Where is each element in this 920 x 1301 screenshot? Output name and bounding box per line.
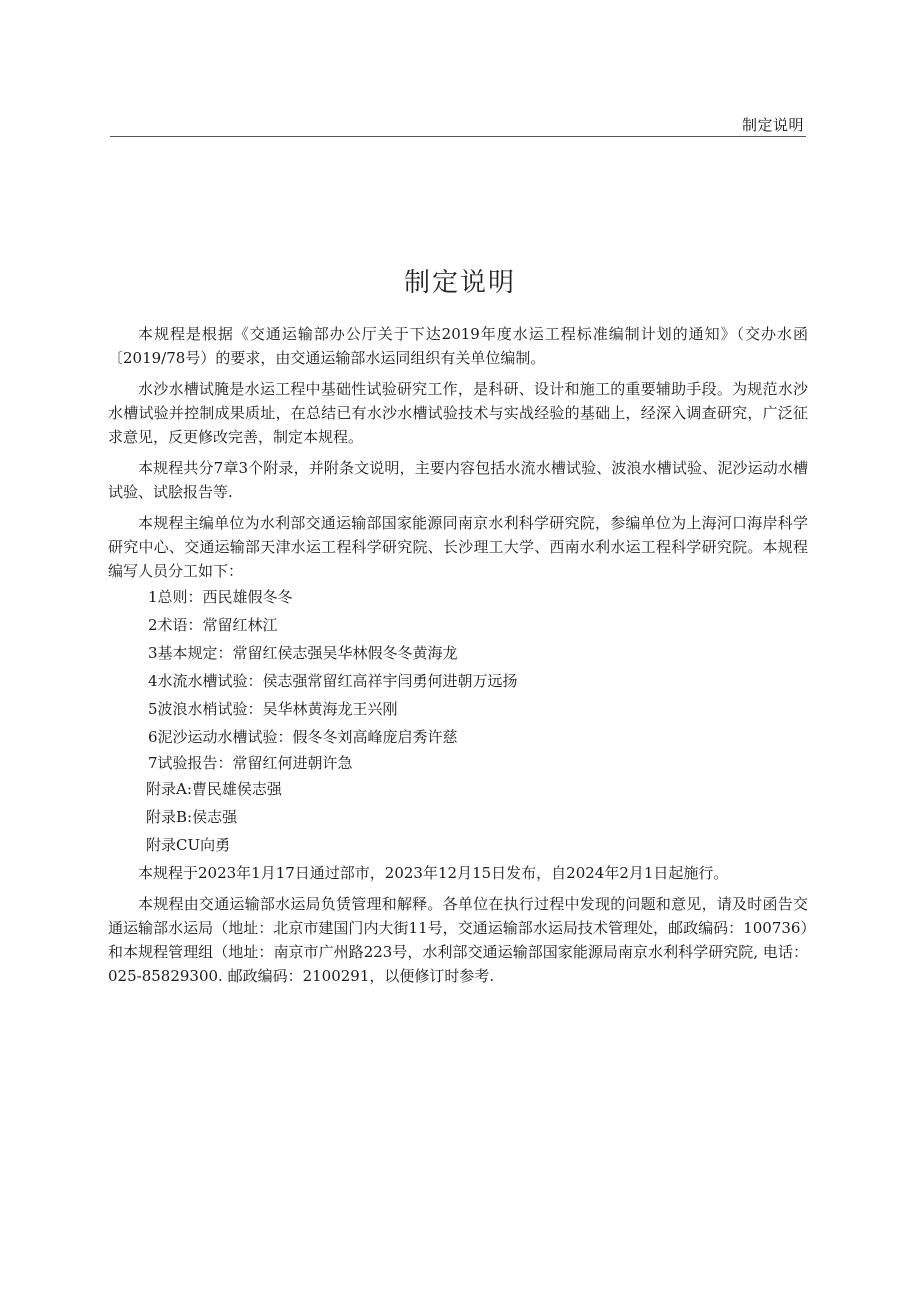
author-list-item: 7试验报告：常留红何进朝许急 <box>148 754 353 772</box>
paragraph-management: 本规程由交通运输部水运局负赁管理和解释。各单位在执行过程中发现的问题和意见，请及时函告交通运输部水运局（地址：北京市建国门内大街11号，交通运输部水运局技术管理处，邮政编码：100736）和本规程管理组（地址：南京市广州路223号，水利部交通运输部国家能源局南京水利科学研究院, 电话：025-85829300. 邮政编码：2100291，以便修订时参考. <box>108 895 808 985</box>
author-list-item: 5波浪水梢试验：吴华林黄海龙王兴刚 <box>148 700 398 718</box>
document-body <box>108 322 808 995</box>
running-header <box>110 108 806 137</box>
author-list-item: 2术语：常留红林江 <box>148 616 278 634</box>
appendix-list-item: 附录A:曹民雄侯志强 <box>146 780 282 798</box>
author-list-item: 6泥沙运动水槽试验：假冬冬刘高峰庞启秀许慈 <box>148 728 458 746</box>
document-title: 制定说明 <box>403 268 516 298</box>
appendix-list-item: 附录B:侯志强 <box>146 808 238 826</box>
running-header-title: 制定说明 <box>741 116 804 134</box>
author-list-item: 1总则：西民雄假冬冬 <box>148 588 293 606</box>
paragraph-basis: 本规程是根据《交通运输部办公厅关于下达2019年度水运工程标准编制计划的通知》（交办水函〔2019/78号）的要求，由交通运输部水运同组织有关单位编制。 <box>108 325 808 367</box>
author-list <box>108 583 808 775</box>
paragraph-scope: 本规程共分7章3个附录，并附条文说明，主要内容包括水流水槽试验、波浪水槽试验、泥沙运动水槽试验、试脍报告等. <box>108 459 808 501</box>
appendix-list-item: 附录CU向勇 <box>146 836 231 854</box>
author-list-item: 3基本规定：常留红侯志强吴华林假冬冬黄海龙 <box>148 644 458 662</box>
author-list-item: 4水流水槽试验：侯志强常留红高祥宇闫勇何进朝万远扬 <box>148 672 518 690</box>
paragraph-purpose: 水沙水槽试腌是水运工程中基础性试验研究工作，是科研、设计和施工的重要辅助手段。为规范水沙水槽试验并控制成果质址，在总结已有水沙水槽试验技术与实战经验的基础上，经深入调查研究，广泛征求意见，反更修改完善，制定本规程。 <box>108 380 808 446</box>
paragraph-dates: 本规程于2023年1月17日通过部市，2023年12月15日发布，自2024年2月1日起施行。 <box>138 864 729 882</box>
appendix-list <box>108 775 808 859</box>
paragraph-editors: 本规程主编单位为水利部交通运输部国家能源同南京水利科学研究院，参编单位为上海河口海岸科学研究中心、交通运输部天津水运工程科学研究院、长沙理工大学、西南水利水运工程科学研究院。本规程编写人员分工如下： <box>108 514 808 580</box>
